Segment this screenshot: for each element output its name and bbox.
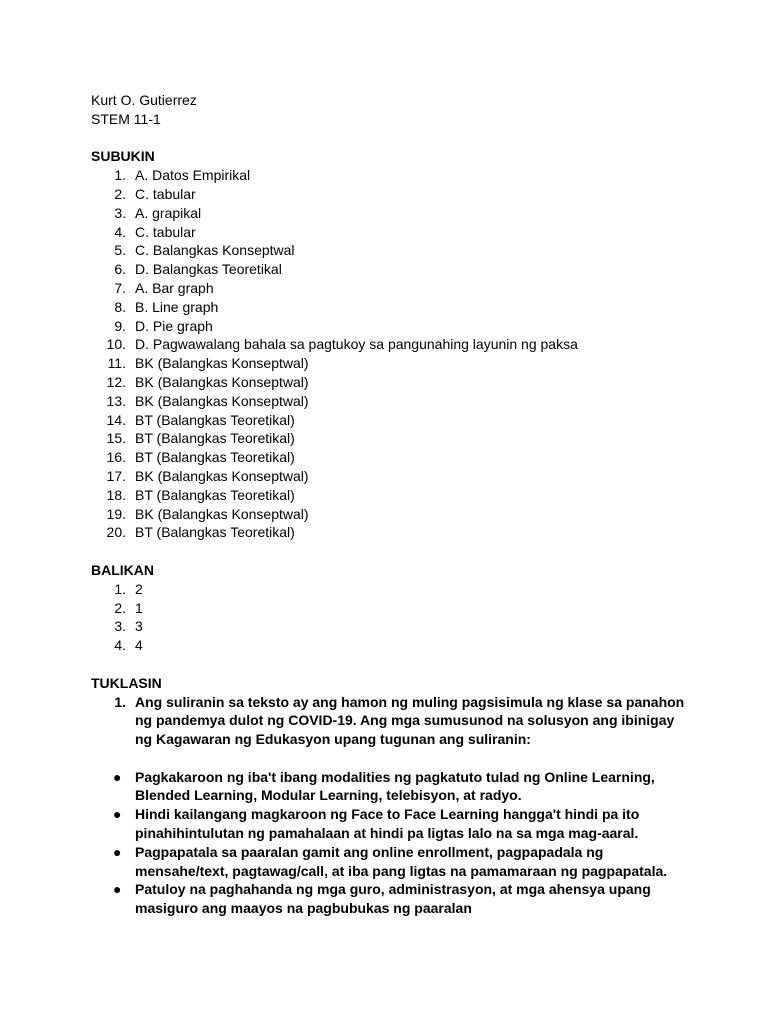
item-text: BT (Balangkas Teoretikal) xyxy=(135,449,295,466)
bullet-icon: ● xyxy=(113,881,122,898)
item-text: BT (Balangkas Teoretikal) xyxy=(135,430,295,447)
list-item xyxy=(91,335,691,354)
list-item xyxy=(91,373,691,392)
balikan-list xyxy=(91,580,691,655)
item-number: 11. xyxy=(107,355,126,372)
item-number: 3. xyxy=(114,204,126,221)
item-number: 2. xyxy=(114,599,126,616)
spacer xyxy=(91,542,691,561)
bullet-text: Pagkakaroon ng iba't ibang modalities ng pagkatuto tulad ng Online Learning, Blended Learning, Modular Learning, telebisyon, at radyo. xyxy=(135,768,655,804)
item-number: 6. xyxy=(114,261,126,278)
item-number: 17. xyxy=(106,467,126,484)
item-text: B. Line graph xyxy=(135,298,219,315)
item-text: D. Pagwawalang bahala sa pagtukoy sa pangunahing layunin ng paksa xyxy=(135,336,578,353)
list-item xyxy=(91,317,691,336)
item-number: 13. xyxy=(106,392,126,409)
item-text: BT (Balangkas Teoretikal) xyxy=(135,411,295,428)
tuklasin-intro xyxy=(91,693,691,749)
item-text: A. Datos Empirikal xyxy=(135,167,251,184)
item-text: 3 xyxy=(135,618,143,635)
item-number: 14. xyxy=(106,411,126,428)
bullet-text: Pagpapatala sa paaralan gamit ang online enrollment, pagpapadala ng mensahe/text, pagtawag/call, at iba pang ligtas na pamamaraan ng pagpapatala. xyxy=(135,843,668,879)
item-number: 1. xyxy=(114,580,126,597)
bullet-icon: ● xyxy=(113,806,122,823)
item-number: 1. xyxy=(114,693,126,710)
spacer xyxy=(91,749,691,768)
item-number: 3. xyxy=(114,618,126,635)
item-text: BT (Balangkas Teoretikal) xyxy=(135,524,295,541)
list-item xyxy=(91,166,691,185)
list-item xyxy=(91,636,691,655)
list-item xyxy=(91,260,691,279)
item-number: 15. xyxy=(106,430,126,447)
item-number: 16. xyxy=(106,449,126,466)
item-text: 4 xyxy=(135,637,143,654)
item-number: 12. xyxy=(106,373,126,390)
item-number: 19. xyxy=(106,505,126,522)
item-text: A. grapikal xyxy=(135,204,202,221)
list-item xyxy=(91,805,691,843)
list-item xyxy=(91,241,691,260)
solutions-list xyxy=(91,768,691,918)
item-number: 1. xyxy=(114,167,126,184)
item-number: 4. xyxy=(114,637,126,654)
item-number: 7. xyxy=(114,279,126,296)
item-text: C. tabular xyxy=(135,185,196,202)
list-item xyxy=(91,580,691,599)
intro-text: Ang suliranin sa teksto ay ang hamon ng muling pagsisimula ng klase sa panahon ng pandemya dulot ng COVID-19. Ang mga sumusunod na solusyon ang ibinigay ng Kagawaran ng Edukasyon upang tugunan ang suliranin: xyxy=(135,693,685,748)
item-text: BK (Balangkas Konseptwal) xyxy=(135,373,309,390)
item-text: D. Pie graph xyxy=(135,317,213,334)
item-text: BK (Balangkas Konseptwal) xyxy=(135,355,309,372)
list-item xyxy=(91,617,691,636)
item-number: 5. xyxy=(114,242,126,259)
item-number: 2. xyxy=(114,185,126,202)
bullet-text: Patuloy na paghahanda ng mga guro, administrasyon, at mga ahensya upang masiguro ang maayos na pagbubukas ng paaralan xyxy=(135,881,651,917)
list-item xyxy=(91,523,691,542)
list-item xyxy=(91,429,691,448)
item-text: 1 xyxy=(135,599,143,616)
document-page xyxy=(91,91,691,918)
list-item xyxy=(91,185,691,204)
list-item xyxy=(91,880,691,918)
item-number: 8. xyxy=(114,298,126,315)
item-number: 18. xyxy=(106,486,126,503)
list-item xyxy=(91,204,691,223)
item-text: 2 xyxy=(135,580,143,597)
item-text: A. Bar graph xyxy=(135,279,214,296)
list-item xyxy=(91,354,691,373)
list-item xyxy=(91,411,691,430)
student-section: STEM 11-1 xyxy=(91,110,161,127)
tuklasin-heading: TUKLASIN xyxy=(91,674,162,691)
item-text: BT (Balangkas Teoretikal) xyxy=(135,486,295,503)
spacer xyxy=(91,129,691,148)
balikan-heading: BALIKAN xyxy=(91,561,154,578)
list-item xyxy=(91,599,691,618)
spacer xyxy=(91,655,691,674)
item-number: 4. xyxy=(114,223,126,240)
bullet-icon: ● xyxy=(113,768,122,785)
list-item xyxy=(91,467,691,486)
item-number: 10. xyxy=(106,336,126,353)
item-text: C. Balangkas Konseptwal xyxy=(135,242,295,259)
item-number: 20. xyxy=(106,524,126,541)
list-item xyxy=(91,298,691,317)
item-text: BK (Balangkas Konseptwal) xyxy=(135,467,309,484)
list-item xyxy=(91,223,691,242)
list-item xyxy=(91,392,691,411)
item-text: BK (Balangkas Konseptwal) xyxy=(135,392,309,409)
item-text: D. Balangkas Teoretikal xyxy=(135,261,282,278)
list-item xyxy=(91,768,691,806)
bullet-icon: ● xyxy=(113,843,122,860)
bullet-text: Hindi kailangang magkaroon ng Face to Face Learning hangga't hindi pa ito pinahihintulutan ng pamahalaan at hindi pa ligtas lalo na sa mga mag-aaral. xyxy=(135,806,640,842)
item-number: 9. xyxy=(114,317,126,334)
list-item xyxy=(91,279,691,298)
item-text: C. tabular xyxy=(135,223,196,240)
list-item xyxy=(91,486,691,505)
subukin-heading: SUBUKIN xyxy=(91,148,155,165)
student-name: Kurt O. Gutierrez xyxy=(91,92,197,108)
list-item xyxy=(91,448,691,467)
subukin-list xyxy=(91,166,691,542)
list-item xyxy=(91,505,691,524)
item-text: BK (Balangkas Konseptwal) xyxy=(135,505,309,522)
list-item xyxy=(91,843,691,881)
